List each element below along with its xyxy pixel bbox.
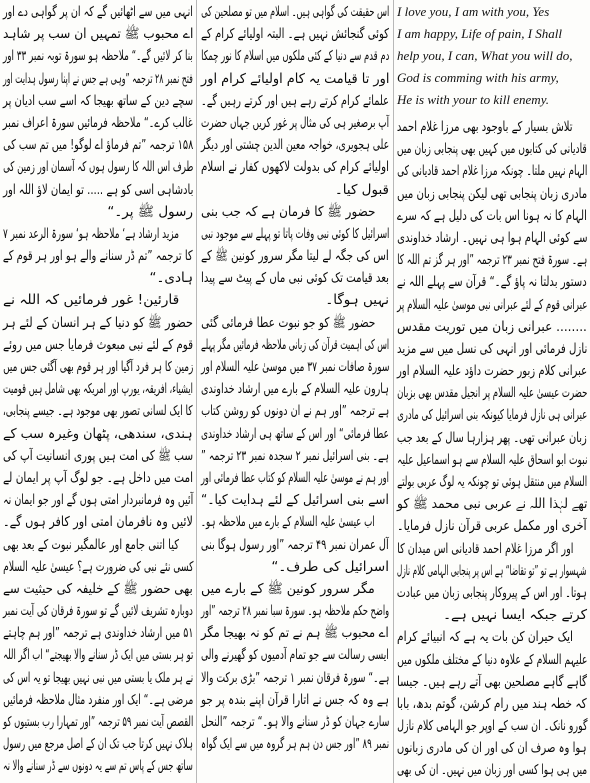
text-line-content: زبان عبرانی تھی۔ پھر ہزارہا سال کے بعد جب (397, 429, 587, 446)
text-line-content: نازل فرمائی اور انہی کی نسل میں سے مزید (396, 340, 587, 357)
text-line-content: حضور ﷺ کو جو نبوت عطا فرمائی گئی (200, 314, 375, 331)
text-line (397, 693, 587, 715)
text-line-content: سارے جہان کو ڈر سنانے والا ہو۔“ ترجمہ ”النحل (200, 714, 389, 730)
english-line (397, 23, 587, 45)
text-line-content: کسی نئے نبی کی ضرورت ہے؟ عیسیٰ علیہ السلام (2, 558, 193, 575)
text-line-content: ہے وہ کہ جس نے اتارا قرآن اپنے بندہ پر جو (200, 691, 389, 708)
text-line (3, 578, 193, 600)
text-line (397, 205, 587, 227)
text-line (3, 68, 193, 90)
text-line-content: تھے لہٰذا اللہ نے عربی نبی محمد ﷺ کو (396, 496, 587, 513)
text-line-content: آئیں وہ فرمانبردار امتی ہوں گے اور جو ایمان نہ (2, 492, 193, 509)
text-line-content: اسے بنی اسرائیل کے لئے ہدایت کیا۔“ (201, 492, 389, 509)
text-line-content: ہوا وہ صرف ان کی اور ان کی مادری زبانوں (397, 740, 587, 757)
text-line-content: گاہے گاہے مصلحین بھی آتے رہے ہیں۔ جیسا (397, 673, 587, 690)
text-line (397, 404, 587, 426)
text-line-content: اب عیسیٰ علیہ السلام کے بارے میں ملاحظہ ہو۔ (201, 514, 375, 531)
text-line-content: قارئین! غور فرمائیں کہ اللہ نے (2, 292, 179, 309)
text-line-content: آخری اور مکمل عربی قرآن نازل فرمایا۔ (397, 518, 587, 535)
english-line (397, 45, 587, 67)
text-line-content: مرضی ہے۔“ ایک اور منفرد مثال ملاحظہ فرمائیں (2, 691, 193, 708)
text-line (201, 23, 389, 45)
text-line-content: کا ایک لسانی تصور بھی موجود ہے۔ جیسے پنجابی، (3, 403, 193, 420)
text-line-content: گورو نانک۔ ان سب کے اوپر جو الہامی کلام نازل (396, 718, 587, 735)
text-line-content: اس کی جگہ لے لیتا مگر سرور کونین ﷺ کے (201, 248, 389, 265)
text-line (397, 138, 587, 160)
text-line-content: میں ہی ہوا کسی اور زبان میں نہیں۔ ان کی بھی (396, 762, 587, 779)
text-line (3, 179, 193, 201)
text-line-content: سے کوئی الہام ہوا ہی نہیں۔ ارشاد خداوندی (396, 229, 587, 246)
text-line (397, 294, 587, 316)
text-line-content: بنا کر لائیں گے۔“ ملاحظہ ہو سورۃ توبہ نمبر ۳۳ اور (3, 48, 194, 65)
english-verse (397, 1, 587, 111)
text-line-content: القصص آیت نمبر ۵۹ ترجمہ ”اور تمہارا رب بستیوں کو (2, 714, 193, 730)
text-line (397, 316, 587, 338)
text-line-content: ہوتا۔ اور اس کے پیروکار پنجابی زبان میں عبادت (397, 584, 587, 601)
text-line-content: طرف اس اللہ کا رسول ہوں کہ آسمان اور زمین کی (2, 159, 193, 176)
text-line-content: ہلاک نہیں کرتا جب تک ان کے اصل مرجع میں رسول (2, 736, 193, 753)
text-line-content: اس کی اہمیت قرآن کی زبانی ملاحظہ فرمائیں مگر پہلے (200, 336, 389, 353)
text-line-content: مزید ارشاد ہے‘ ملاحظہ ہو‘ سورۃ الرعد نمبر ۷ (3, 225, 179, 242)
text-line-content: بادشاہی اسی کو ہے ..... تو ایمان لاؤ اللہ اور (2, 181, 193, 198)
text-line-content: الہام نہیں ملتا۔ چونکہ مرزا غلام احمد قادیانی کی (396, 163, 587, 180)
english-line-text: help you, I can, What you will do, (397, 48, 573, 63)
text-line (201, 1, 389, 23)
text-line (201, 68, 389, 90)
text-line (3, 201, 193, 223)
text-line (397, 649, 587, 671)
text-line-content: اے محبوب ﷺ تمہیں ان سب پر شاہد (2, 26, 193, 43)
text-line-content: دم قدم سے دنیا کے کئی ملکوں میں اسلام کا نور چمکا (200, 48, 389, 65)
text-line (397, 582, 587, 604)
text-line-content: سب ﷺ کی امت ہیں پوری انسانیت آپ کی (2, 447, 193, 464)
text-line-content: ہندی، سندھی، پٹھان وغیرہ سب کے (3, 425, 193, 442)
paragraph (397, 626, 587, 781)
column-right (397, 1, 587, 782)
text-line-content: ساتھ جس کے پاس تم سے یہ دونوں سے ڈر سنانے والا نہ (3, 758, 193, 775)
text-line (397, 515, 587, 537)
text-line (3, 289, 193, 311)
text-line-content: آل عمران نمبر ۴۹ ترجمہ ”اور رسول ہوگا بنی (201, 536, 389, 553)
text-line-content: السلام میں منتقل ہوئی تو چونکہ یہ لوگ عربی بولتے (396, 474, 587, 490)
text-line-content: عطا فرمائی“ اور اس کے ساتھ ہی ارشاد خداوندی (201, 425, 389, 442)
text-line-content: نبوت ابو اسحاق علیہ السلام سے ہو اسماعیل علیہ (396, 451, 587, 468)
text-line (201, 90, 389, 112)
text-line-content: ہے ترجمہ ”اور ہم نے ان دونوں کو روشن کتاب (200, 403, 389, 420)
text-line-content: ۵۱ میں ارشاد خداوندی ہے ترجمہ ”اور ہم چاہتے (2, 625, 193, 642)
column-text (397, 116, 587, 782)
text-line (397, 382, 587, 404)
text-line (397, 227, 587, 249)
text-line-content: دستور بدلتا نہ پاؤ گے۔“ قرآن سے پہلے اللہ نے (397, 274, 587, 291)
text-line-content: نے ہر ملک یا بستی میں نبی نہیں بھیجا تو یہ اس کی (2, 669, 193, 686)
text-line-content: اسرائیل کی طرف۔“ (271, 558, 389, 575)
text-line-content: نہیں ہوگا۔ (325, 292, 389, 309)
text-line-content: علمائے کرام کرتے رہے ہیں اور کرتے رہیں گے۔ (201, 92, 389, 109)
text-line-content: ایشیاء، افریقہ، یورپ اور امریکہ بھی شامل ہیں قومیت (3, 381, 193, 398)
text-line (397, 360, 587, 382)
text-line-content: عبرانی کلام زبور حضرت داؤد علیہ السلام اور (396, 363, 587, 380)
text-line-content: حضرت عیسیٰ علیہ السلام پر انجیل مقدس بھی بزبان (396, 385, 587, 402)
english-line-text: He is with your to kill enemy. (397, 92, 550, 107)
text-line (3, 755, 193, 777)
text-line-content: اسرائیل کا کوئی نبی وفات پاتا تو پہلے سے موجود نبی (200, 225, 389, 242)
text-line-content: بھی حضور ﷺ کے خلیفہ کی حیثیت سے (3, 580, 193, 597)
text-line (397, 560, 587, 582)
text-line (397, 538, 587, 560)
text-line (397, 715, 587, 737)
english-line-text: I am happy, Life of pain, I Shall (397, 26, 563, 41)
text-line-content: بعد قیامت تک کوئی نبی ماں کے پیٹ سے پیدا (200, 270, 389, 287)
text-line (397, 737, 587, 759)
text-line (397, 493, 587, 515)
english-line (397, 89, 587, 111)
text-line-content: اولیائے کرام کی بدولت لاکھوں کفار نے اسلام (201, 159, 389, 176)
text-line-content: کہ خطہ ہند میں رام کرشن، گوتم بدھ، بابا (397, 695, 587, 712)
text-line-content: انہی میں سے اٹھائیں گے کہ ان پر گواہی دے اور (3, 4, 193, 20)
text-line-content: حضور ﷺ کا فرمان ہے کہ جب بنی (200, 203, 375, 220)
text-line-content: ہادی۔“ (149, 270, 193, 287)
text-line-content: قادیانی کی کتابوں میں کہیں بھی پنجابی زبان میں (397, 141, 587, 158)
text-line-content: سچے دین کے ساتھ بھیجا کہ اسے سب ادیان پر (2, 92, 193, 109)
text-line-content: حضور ﷺ کو دنیا کے ہر انسان کے لئے ہر (3, 314, 193, 331)
text-line (3, 622, 193, 644)
text-line-content: ایک حیران کن بات یہ ہے کہ انبیائے کرام (397, 629, 573, 646)
text-line-content: اس حقیقت کی گواہی ہیں۔ اسلام میں تو مصلحین کی (200, 4, 389, 20)
text-line-content: عبرانی ہی نازل فرمایا کیونکہ بنی اسرائیل کی مادری (396, 407, 587, 424)
text-line (397, 626, 587, 648)
english-line-text: God is comming with his army, (397, 70, 559, 85)
text-line (201, 45, 389, 67)
text-line-content: تلاش بسیار کے باوجود بھی مرزا غلام احمد (397, 119, 573, 135)
text-line (3, 489, 193, 511)
text-line (397, 759, 587, 781)
text-line-content: قوم کے لئے نبی مبعوث فرمایا جس میں روئے (2, 336, 193, 353)
paragraph (397, 538, 587, 627)
english-line-text: I love you, I am with you, Yes (397, 4, 550, 19)
text-line-content: اور تا قیامت یہ کام اولیائے کرام اور (200, 70, 389, 87)
text-line-content: کرتے جبکہ ایسا نہیں ہے۔ (443, 607, 587, 624)
text-line-content: دوبارہ تشریف لائیں گے تو سورۃ فرقان کی آیت نمبر (3, 603, 193, 620)
text-line-content: رسول ﷺ پر۔“ (107, 203, 193, 220)
text-line-content: غالب کرے۔“ ملاحظہ فرمائیں سورۃ اعراف نمبر (3, 114, 193, 131)
text-line-content: مادری زبان پنجابی تھی لیکن پنجابی زبان میں (396, 185, 587, 202)
text-line (397, 427, 587, 449)
text-line (397, 249, 587, 271)
text-line-content: اور ہم نے موسیٰ علیہ السلام کو کتاب عطا فرمائی اور (201, 469, 389, 486)
text-line-content: کا ترجمہ ”تم ڈر سنانے والے ہو اور ہر قوم کے (3, 248, 193, 265)
text-line-content: فتح نمبر ۲۸ ترجمہ ”وہی ہے جس نے اپنا رسول ہدایت اور (3, 70, 193, 87)
text-line-content: ایسی رسالت سے جو تمام آدمیوں کو گھیرنے والی (201, 647, 389, 664)
text-line-content: علیہم السلام کے علاوہ دنیا کے مختلف ملکوں میں (396, 651, 587, 668)
text-line (397, 338, 587, 360)
text-line-content: ہے۔“ سورۃ فرقان نمبر ۱ ترجمہ ”بڑی برکت والا (200, 669, 389, 686)
english-line (397, 67, 587, 89)
text-line-content: الہام کا نہ ہونا اس بات کی دلیل ہے کہ سرے (397, 207, 587, 224)
english-line (397, 1, 587, 23)
paragraph (397, 116, 587, 538)
text-line (397, 160, 587, 182)
text-line (397, 183, 587, 205)
text-line-content: علی ہجویری، خواجہ معین الدین چشتی اور دیگر (200, 137, 389, 154)
text-line-content: لائیں وہ نافرمان امتی اور کافر ہوں گے۔ (3, 514, 193, 531)
text-line (397, 471, 587, 493)
text-line (397, 604, 587, 626)
text-line-content: کوئی گنجائش نہیں ہے۔ البتہ اولیائے کرام کے (201, 26, 389, 43)
text-line-content: کیا اتنی جامع اور عالمگیر نبوت کے بعد بھی (3, 536, 179, 553)
text-line-content: نمبر ۸۹ ”اور جس دن ہم ہر گروہ میں سے ایک گواہ (200, 736, 389, 753)
text-line-content: امت میں داخل ہے۔ جو لوگ آپ پر ایمان لے (2, 469, 193, 486)
text-line-content: ہارون علیہ السلام کے بارے میں ارشاد خداوندی (201, 381, 389, 398)
text-line-content: سورۃ صافات نمبر ۳۷ میں موسیٰ علیہ السلام اور (200, 359, 389, 375)
text-line-content: شہسوار ہے تو ”تو تقاضا“ ہے اس پر پنجابی الہامی کلام نازل (397, 562, 587, 579)
text-line-content: مگر سرور کونین ﷺ کے بارے میں (201, 580, 375, 597)
text-line-content: اور اگر مرزا غلام احمد قادیانی اس میدان کا (396, 540, 573, 557)
text-line-content: قبول کیا۔ (334, 181, 389, 198)
text-line-content: آپ برصغیر ہی کی مثال پر غور کریں جہاں حضرت (200, 114, 389, 131)
text-line-content: ۱۵۸ ترجمہ ”تم فرماؤ اے لوگو! میں تم سب کی (2, 137, 193, 154)
text-line-content: اے محبوب ﷺ ہم نے تم کو نہ بھیجا مگر (201, 625, 389, 642)
text-line (397, 271, 587, 293)
text-line (397, 449, 587, 471)
text-line-content: ........ عبرانی زبان میں توریت مقدس (397, 318, 587, 335)
text-line (397, 116, 587, 138)
text-line-content: واضح حکم ملاحظہ ہو۔ سورۃ سبا نمبر ۲۸ ترجمہ ”اور (200, 603, 389, 620)
text-line (3, 556, 193, 578)
text-line (397, 671, 587, 693)
text-line-content: ہے۔ بنی اسرائیل نمبر ۲ سجدہ نمبر ۲۳ ترجمہ ” (201, 447, 389, 464)
text-line-content: تو ہر بستی میں ایک ڈر سنانے والا بھیجتے“ اب اگر اللہ (2, 647, 193, 664)
text-line-content: عبرانی قوم کے لئے عبرانی نبی موسیٰ علیہ السلام پر (396, 296, 587, 313)
text-line-content: زمین کا ہر فرد آگیا اور ہر قوم بھی آگئی جس میں (2, 359, 193, 375)
text-line-content: ہے۔ سورۃ فتح نمبر ۲۳ ترجمہ ”اور ہر گز تم اللہ کا (396, 252, 587, 269)
